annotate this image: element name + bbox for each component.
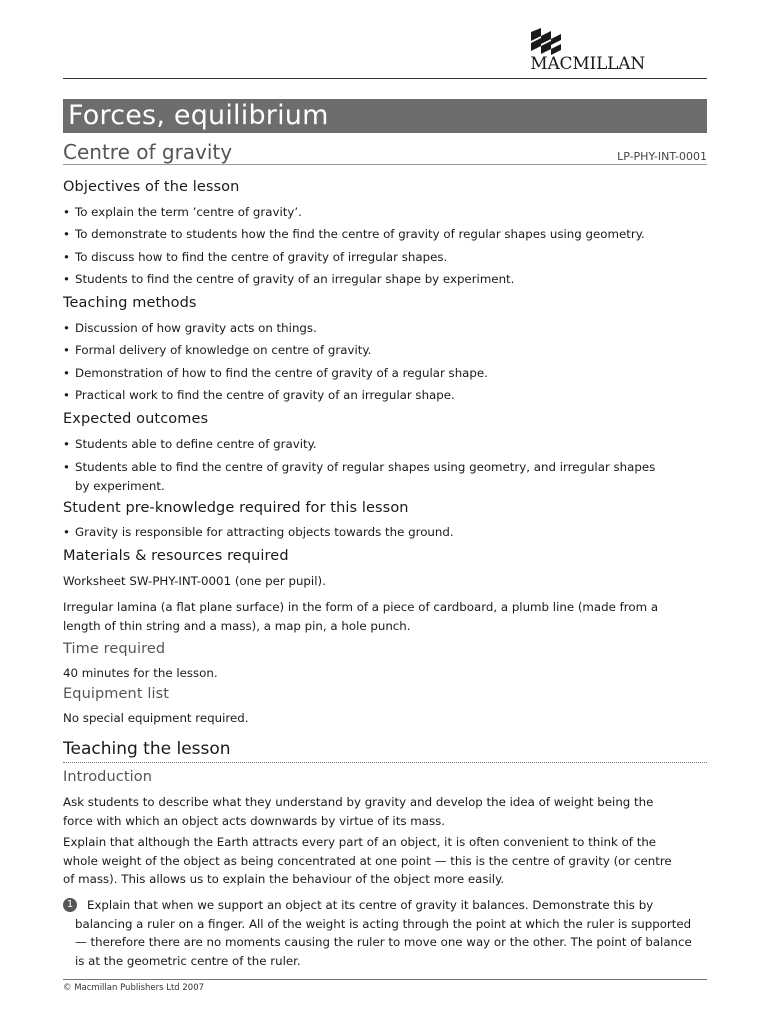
outcome-item: • Students able to find the centre of gravity of regular shapes using geometry, and irregular shapes by experiment. <box>63 458 663 495</box>
page-subtitle: Centre of gravity <box>63 140 233 164</box>
objectives-heading: Objectives of the lesson <box>63 179 240 195</box>
method-item: • Discussion of how gravity acts on things. <box>63 319 707 338</box>
header-rule <box>63 78 707 79</box>
title-bar <box>63 99 707 133</box>
objective-item: • Students to find the centre of gravity of an irregular shape by experiment. <box>63 270 707 289</box>
equipment-heading: Equipment list <box>63 686 170 702</box>
introduction-text: Explain that although the Earth attracts every part of an object, it is often convenient to think of the whole weight of the object as being concentrated at one point — this is the centre of gravity (or centre of mass). This allows us to explain the behaviour of the object more easily. <box>63 835 672 886</box>
outcome-item: • Students able to define centre of gravity. <box>63 435 707 454</box>
method-item: • Practical work to find the centre of gravity of an irregular shape. <box>63 386 707 405</box>
time-text: 40 minutes for the lesson. <box>63 666 218 680</box>
equipment-text: No special equipment required. <box>63 711 249 725</box>
preknowledge-heading: Student pre-knowledge required for this lesson <box>63 500 409 516</box>
method-item: • Demonstration of how to find the centre of gravity of a regular shape. <box>63 364 707 383</box>
brand-name: MACMILLAN <box>530 54 645 74</box>
methods-heading: Teaching methods <box>63 295 197 311</box>
introduction-text: Ask students to describe what they understand by gravity and develop the idea of weight being the force with which an object acts downwards by virtue of its mass. <box>63 795 654 828</box>
subtitle-rule <box>63 164 707 165</box>
macmillan-logo-icon <box>527 26 567 56</box>
footer-rule <box>63 979 707 980</box>
materials-text: Worksheet SW-PHY-INT-0001 (one per pupil). <box>63 574 326 588</box>
objective-item: • To demonstrate to students how the find the centre of gravity of regular shapes using geometry. <box>63 225 707 244</box>
time-heading: Time required <box>63 641 166 657</box>
lesson-code: LP-PHY-INT-0001 <box>617 150 707 163</box>
method-item: • Formal delivery of knowledge on centre of gravity. <box>63 341 707 360</box>
teaching-heading: Teaching the lesson <box>63 739 231 759</box>
objective-item: • To explain the term ’centre of gravity’. <box>63 203 707 222</box>
teaching-rule <box>63 762 707 763</box>
step-text: Explain that when we support an object at its centre of gravity it balances. Demonstrate this by balancing a ruler on a finger. All of the weight is acting through the point at which the ruler is supported — therefore there are no moments causing the ruler to move one way or the other. The point of balance is at the geometric centre of the ruler. <box>75 898 692 968</box>
outcomes-heading: Expected outcomes <box>63 411 209 427</box>
objective-item: • To discuss how to find the centre of gravity of irregular shapes. <box>63 248 707 267</box>
materials-text: Irregular lamina (a flat plane surface) in the form of a piece of cardboard, a plumb line (made from a length of thin string and a mass), a map pin, a hole punch. <box>63 600 659 633</box>
step-number-badge: 1 <box>63 898 77 912</box>
preknowledge-item: • Gravity is responsible for attracting objects towards the ground. <box>63 523 707 542</box>
introduction-heading: Introduction <box>63 769 153 785</box>
macmillan-logo <box>527 26 647 76</box>
materials-heading: Materials & resources required <box>63 548 289 564</box>
copyright: © Macmillan Publishers Ltd 2007 <box>63 983 205 993</box>
page-title: Forces, equilibrium <box>68 100 329 131</box>
